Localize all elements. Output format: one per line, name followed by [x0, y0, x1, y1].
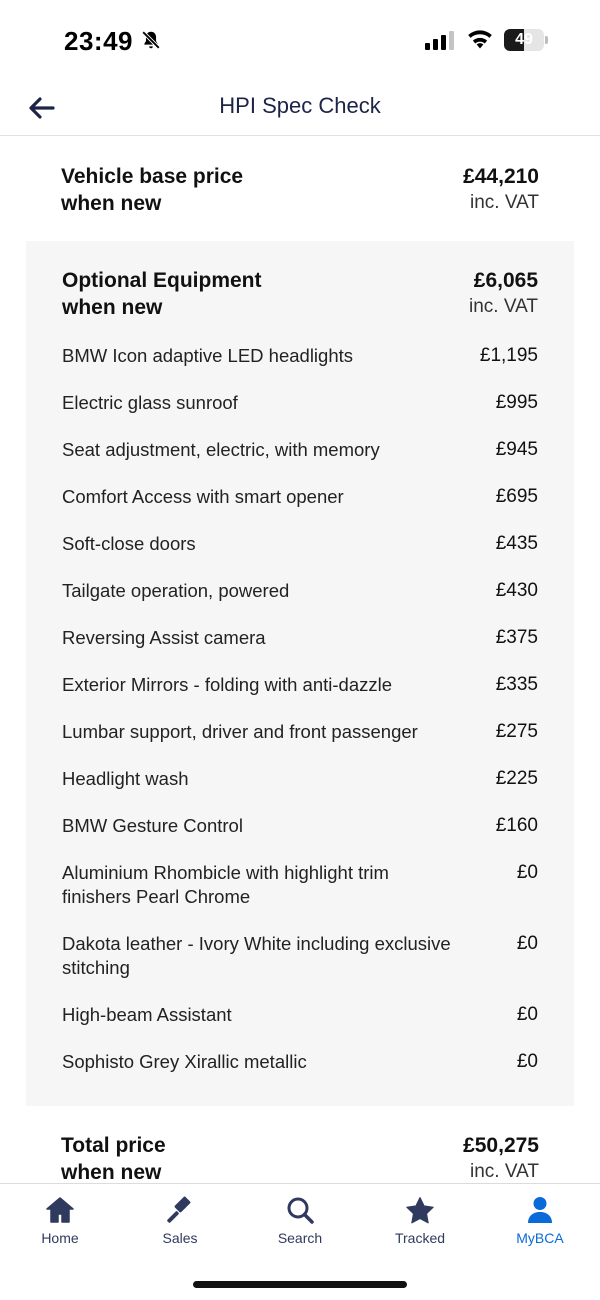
- tab-tracked[interactable]: [360, 1196, 480, 1256]
- equipment-price: £0: [516, 1051, 538, 1072]
- optional-equipment-section: [26, 241, 574, 1106]
- equipment-row: [62, 474, 538, 521]
- equipment-price: £430: [495, 580, 538, 601]
- page-title: HPI Spec Check: [219, 93, 381, 118]
- equipment-name: High-beam Assistant: [62, 1004, 232, 1025]
- equipment-row: [62, 992, 538, 1039]
- equipment-list: [62, 333, 538, 1086]
- equipment-name: BMW Icon adaptive LED headlights: [62, 345, 354, 366]
- equipment-price: £335: [495, 674, 538, 695]
- tab-home[interactable]: [0, 1196, 120, 1256]
- gavel-icon: [165, 1196, 195, 1224]
- tab-sales[interactable]: [120, 1196, 240, 1256]
- equipment-row: [62, 756, 538, 803]
- equipment-name: Soft-close doors: [62, 533, 196, 554]
- equipment-name: Aluminium Rhombicle with highlight trim finishers Pearl Chrome: [62, 862, 389, 907]
- equipment-row: [62, 803, 538, 850]
- status-time: 23:49: [64, 26, 133, 56]
- equipment-name: Headlight wash: [62, 768, 189, 789]
- equipment-row: [62, 1039, 538, 1086]
- search-icon: [285, 1196, 315, 1224]
- equipment-name: Dakota leather - Ivory White including exclusive stitching: [62, 933, 451, 978]
- bell-slash-icon: [140, 29, 162, 51]
- equipment-row: [62, 615, 538, 662]
- optional-equipment-label-line1: Optional Equipment: [62, 269, 262, 292]
- base-price-vat: inc. VAT: [470, 192, 539, 213]
- equipment-name: Reversing Assist camera: [62, 627, 266, 648]
- total-price-label-line2: when new: [61, 1161, 162, 1183]
- base-price-value: £44,210: [463, 165, 539, 188]
- tab-home-label: Home: [41, 1230, 79, 1246]
- equipment-row: [62, 568, 538, 615]
- equipment-name: Lumbar support, driver and front passenger: [62, 721, 418, 742]
- tab-mybca-label: MyBCA: [516, 1230, 564, 1246]
- base-price-section: [0, 137, 600, 241]
- status-bar: [0, 0, 600, 80]
- equipment-row: [62, 709, 538, 756]
- equipment-name: Exterior Mirrors - folding with anti-dazzle: [62, 674, 393, 695]
- home-icon: [45, 1196, 75, 1224]
- equipment-name: Seat adjustment, electric, with memory: [62, 439, 380, 460]
- equipment-row: [62, 662, 538, 709]
- optional-equipment-label: [62, 267, 262, 321]
- equipment-name: Electric glass sunroof: [62, 392, 238, 413]
- equipment-name: Sophisto Grey Xirallic metallic: [62, 1051, 307, 1072]
- battery-icon: [504, 29, 548, 51]
- nav-header: [0, 80, 600, 136]
- total-price-label-line1: Total price: [61, 1134, 166, 1157]
- equipment-row: [62, 380, 538, 427]
- optional-equipment-label-line2: when new: [62, 296, 163, 319]
- optional-equipment-vat: inc. VAT: [469, 296, 538, 317]
- equipment-row: [62, 521, 538, 568]
- spec-content[interactable]: [0, 137, 600, 1183]
- equipment-price: £695: [495, 486, 538, 507]
- equipment-price: £225: [495, 768, 538, 789]
- total-price-vat: inc. VAT: [470, 1161, 539, 1182]
- battery-level: 49: [515, 31, 533, 48]
- cellular-signal-icon: [425, 30, 457, 50]
- base-price-label-line2: when new: [61, 192, 162, 215]
- equipment-name: BMW Gesture Control: [62, 815, 243, 836]
- equipment-row: [62, 921, 538, 992]
- equipment-price: £0: [516, 862, 538, 883]
- base-price-label: [61, 163, 243, 217]
- user-icon: [525, 1196, 555, 1224]
- equipment-price: £375: [495, 627, 538, 648]
- star-icon: [405, 1196, 435, 1224]
- equipment-price: £995: [495, 392, 538, 413]
- equipment-price: £160: [495, 815, 538, 836]
- equipment-price: £1,195: [479, 345, 538, 366]
- equipment-row: [62, 427, 538, 474]
- equipment-price: £435: [495, 533, 538, 554]
- equipment-price: £0: [516, 933, 538, 954]
- equipment-name: Comfort Access with smart opener: [62, 486, 344, 507]
- equipment-name: Tailgate operation, powered: [62, 580, 290, 601]
- base-price-label-line1: Vehicle base price: [61, 165, 244, 188]
- total-price-label: [61, 1132, 166, 1183]
- equipment-price: £0: [516, 1004, 538, 1025]
- equipment-row: [62, 850, 538, 921]
- wifi-icon: [466, 28, 494, 50]
- tab-sales-label: Sales: [162, 1230, 198, 1246]
- total-price-value: £50,275: [463, 1134, 539, 1157]
- tab-mybca[interactable]: [480, 1196, 600, 1256]
- tab-search[interactable]: [240, 1196, 360, 1256]
- home-indicator: [193, 1281, 407, 1288]
- tab-tracked-label: Tracked: [394, 1230, 446, 1246]
- equipment-price: £945: [495, 439, 538, 460]
- equipment-price: £275: [495, 721, 538, 742]
- optional-equipment-value: £6,065: [473, 269, 538, 292]
- equipment-row: [62, 333, 538, 380]
- tab-search-label: Search: [277, 1230, 323, 1246]
- total-price-section: [0, 1106, 600, 1183]
